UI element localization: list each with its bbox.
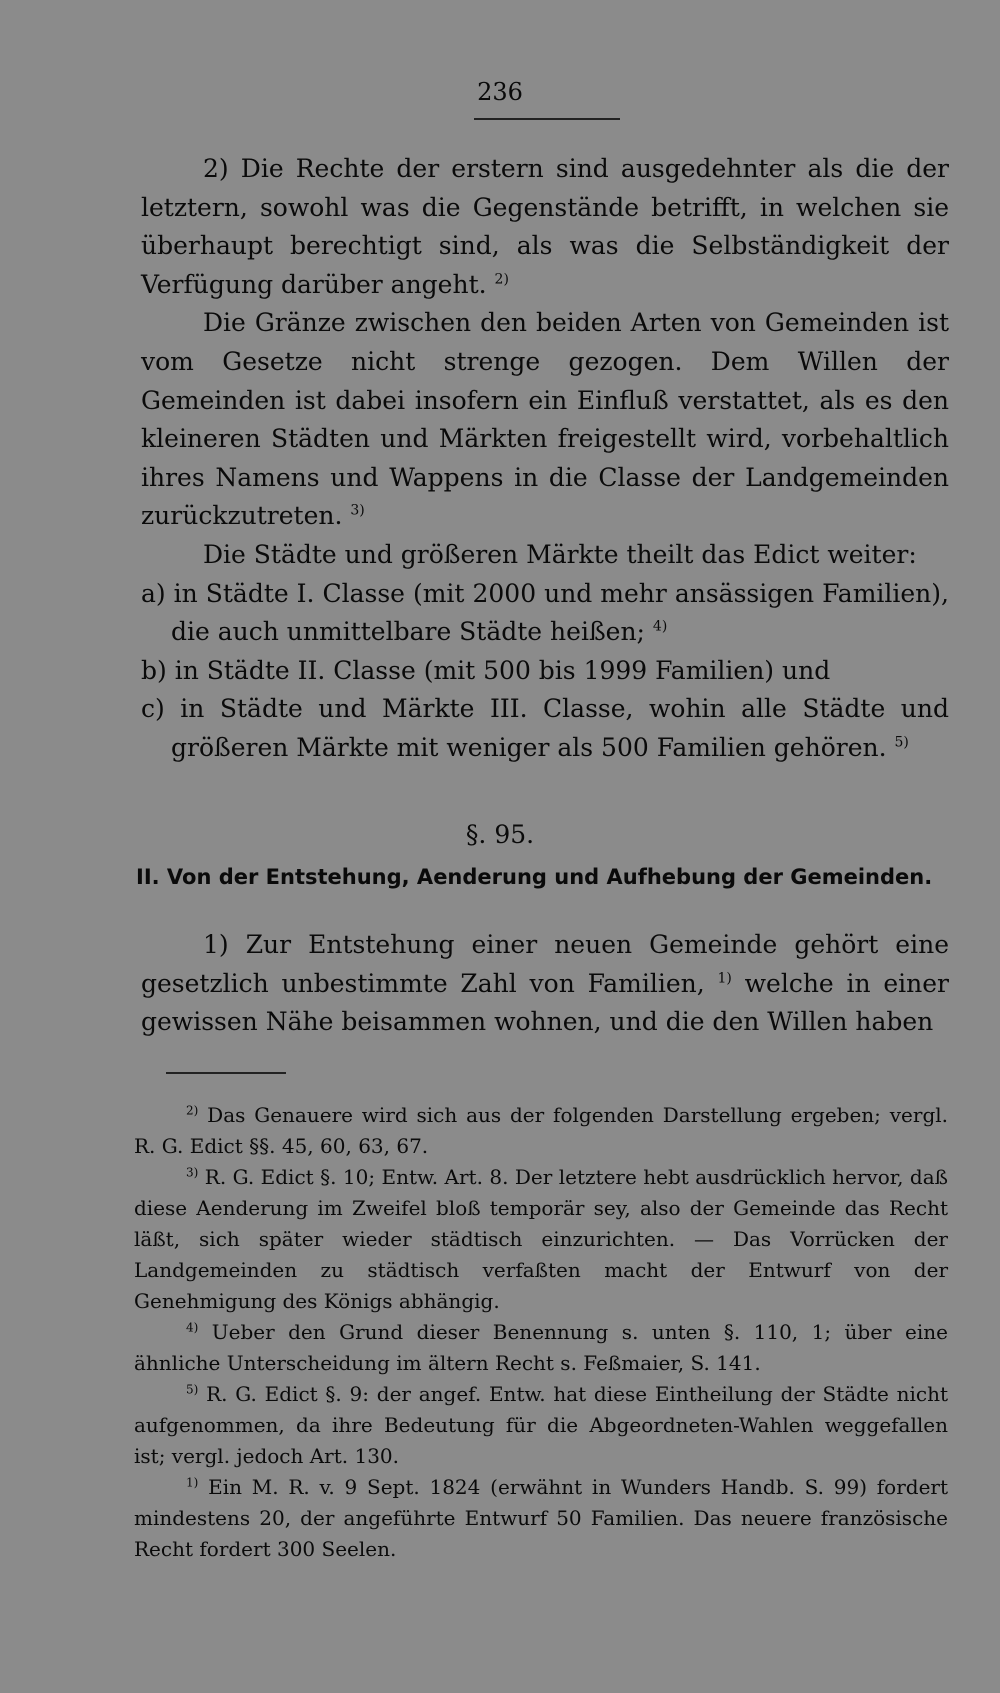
paragraph-classes: Die Städte und größeren Märkte theilt das Edict weiter: [203, 539, 917, 569]
footnote: $^{5)}$ R. G. Edict §. 9: der angef. Entw. hat diese Eintheilung der Städte nicht aufgenommen, da ihre Bedeutung für die Abgeordneten-Wahlen weggefallen ist; vergl. jedoch Art. 130. [134, 1382, 949, 1468]
footnote-ref: 2) [494, 271, 509, 288]
list-item-a: a) in Städte I. Classe (mit 2000 und mehr ansässigen Familien), die auch unmittelbare Städte heißen; $^{4)}$ [141, 578, 949, 647]
page-number: 236 [477, 78, 523, 106]
footnote-ref: 5) [894, 734, 909, 751]
paragraph-rights: 2) Die Rechte der erstern sind ausgedehnter als die der letztern, sowohl was die Gegenstände betrifft, in welchen sie überhaupt berechtigt sind, als was die Selbständigkeit der Verfügung darüber angeht. $^{2)}$ [141, 154, 949, 299]
list-item-c: c) in Städte und Märkte III. Classe, wohin alle Städte und größeren Märkte mit weniger als 500 Familien gehören. $^{5)}$ [141, 694, 949, 762]
paragraph-boundary: Die Gränze zwischen den beiden Arten von Gemeinden ist vom Gesetze nicht strenge gezogen. Dem Willen der Gemeinden ist dabei insofern ein Einfluß verstattet, als es den kleineren Städten und Märkten freigestellt wird, vorbehaltlich ihres Namens und Wappens in die Classe der Landgemeinden zurückzutreten. $^{3)}$ [141, 308, 949, 531]
footnote-mark: 2) [186, 1103, 199, 1118]
footnote: $^{4)}$ Ueber den Grund dieser Benennung s. unten §. 110, 1; über eine ähnliche Unterscheidung im ältern Recht s. Feßmaier, S. 141. [134, 1320, 949, 1375]
footnote: $^{2)}$ Das Genauere wird sich aus der folgenden Darstellung ergeben; vergl. R. G. Edict §§. 45, 60, 63, 67. [134, 1103, 948, 1158]
section-heading: II. Von der Entstehung, Aenderung und Aufhebung der Gemeinden. [136, 865, 933, 889]
footnote-ref: 4) [652, 618, 668, 635]
footnote: $^{1)}$ Ein M. R. v. 9 Sept. 1824 (erwähnt in Wunders Handb. S. 99) fordert mindestens 20, der angeführte Entwurf 50 Familien. Das neuere französische Recht fordert 300 Seelen. [134, 1475, 948, 1561]
footnote-ref: 1) [717, 970, 732, 987]
footnotes [134, 1100, 948, 1565]
section-number: §. 95. [465, 820, 535, 849]
main-text [141, 150, 949, 768]
footnote-mark: 1) [186, 1475, 199, 1490]
footnote-mark: 5) [186, 1382, 199, 1397]
paragraph-formation: 1) Zur Entstehung einer neuen Gemeinde gehört eine gesetzlich unbestimmte Zahl von Familien, $^{1)}$ welche in einer gewissen Nähe beisammen wohnen, und die den Willen haben [141, 930, 950, 1037]
footnote-ref: 3) [350, 503, 365, 520]
header-rule [474, 118, 620, 120]
footnote-rule [166, 1072, 286, 1074]
footnote: $^{3)}$ R. G. Edict §. 10; Entw. Art. 8. Der letztere hebt ausdrücklich hervor, daß diese Aenderung im Zweifel bloß temporär sey, also der Gemeinde das Recht läßt, sich später wieder städtisch einzurichten. — Das Vorrücken der Landgemeinden zu städtisch verfaßten macht der Entwurf von der Genehmigung des Königs abhängig. [134, 1165, 948, 1313]
footnote-mark: 4) [186, 1320, 199, 1335]
list-item-b: b) in Städte II. Classe (mit 500 bis 1999 Familien) und [141, 655, 831, 685]
footnote-mark: 3) [186, 1165, 199, 1180]
section-text [141, 926, 949, 1042]
